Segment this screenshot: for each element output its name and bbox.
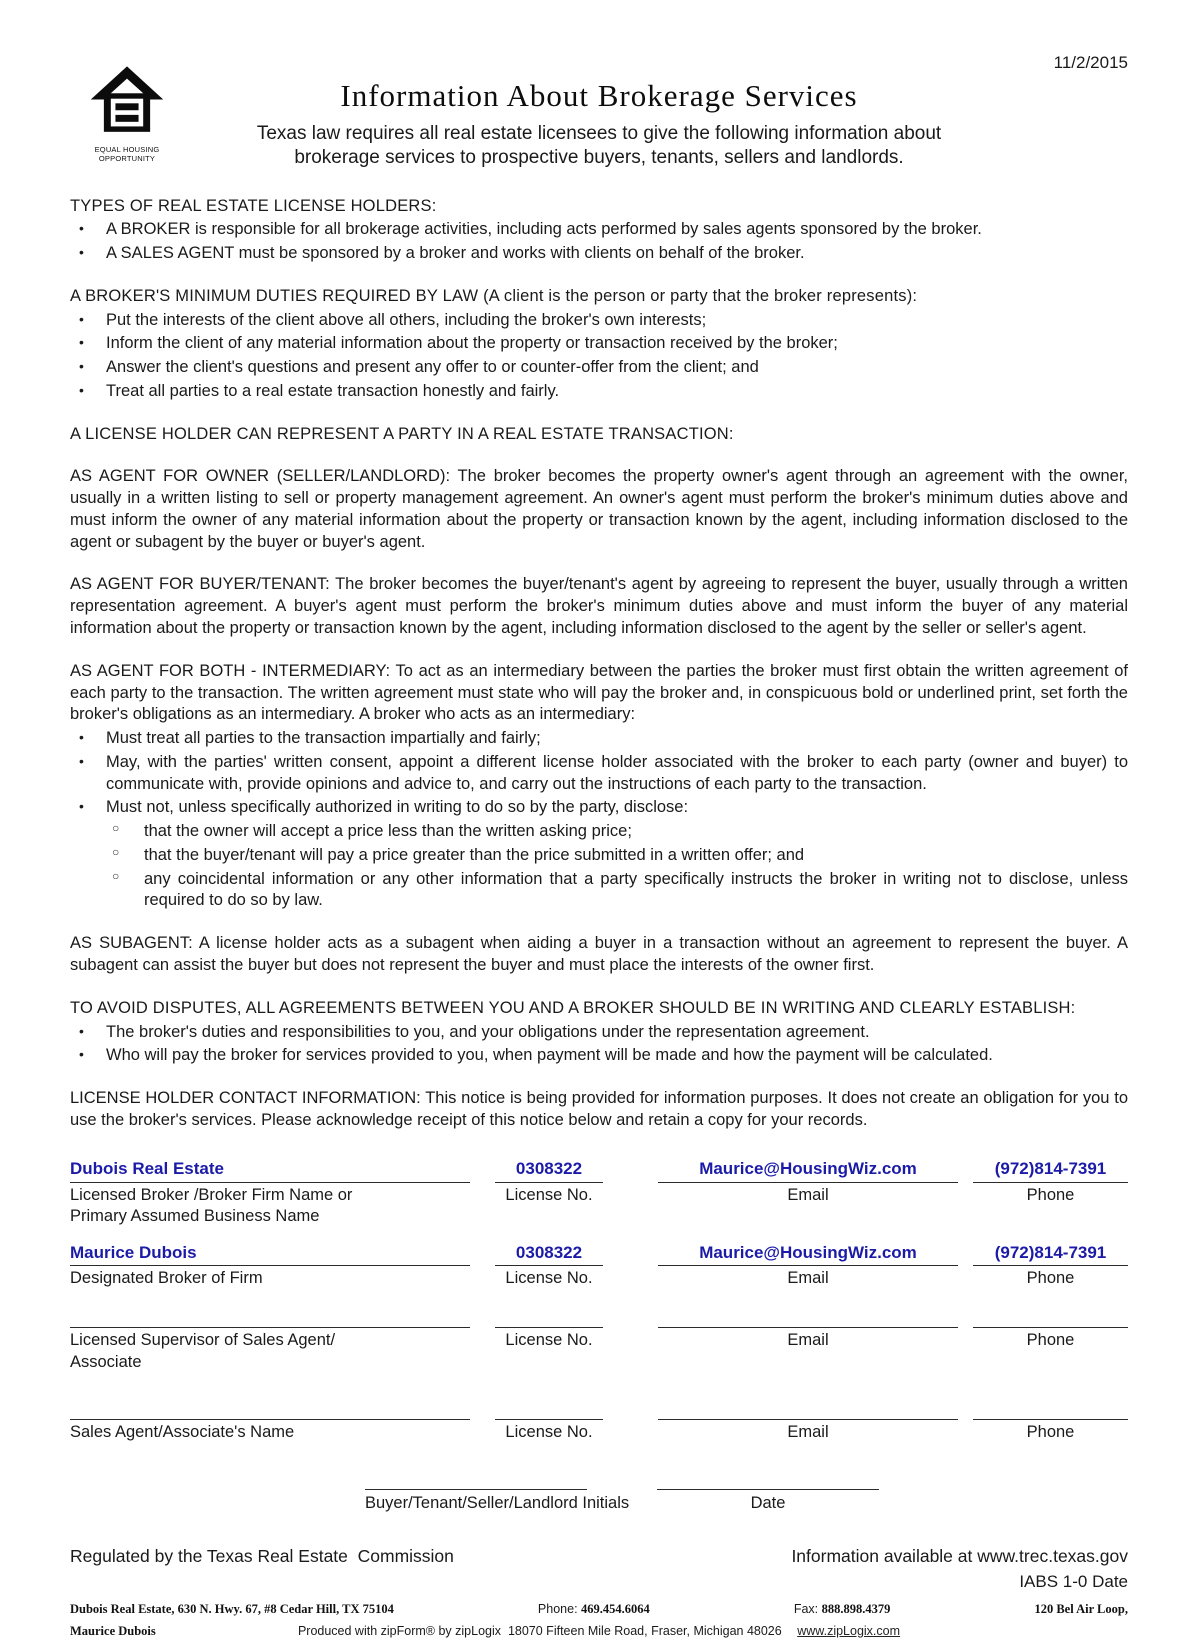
- designated-broker-email-value: Maurice@HousingWiz.com: [699, 1242, 917, 1262]
- fax-number: 888.898.4379: [821, 1602, 891, 1617]
- phone-column-label: Phone: [1026, 1330, 1075, 1349]
- footer-produced-row: [70, 1623, 1128, 1639]
- phone-column-label: Phone: [1026, 1423, 1075, 1442]
- disputes-heading: TO AVOID DISPUTES, ALL AGREEMENTS BETWEEN YOU AND A BROKER SHOULD BE IN WRITING AND CLEARLY ESTABLISH:: [70, 998, 1076, 1017]
- license-no-column-label: License No.: [505, 1269, 593, 1288]
- date-label: Date: [750, 1494, 786, 1513]
- section-types: [70, 196, 1128, 265]
- fax-label: Fax:: [793, 1602, 822, 1617]
- form-code: IABS 1-0 Date: [1019, 1572, 1128, 1592]
- list-item: [70, 381, 1128, 403]
- ziplogix-link[interactable]: www.zipLogix.com: [797, 1623, 901, 1638]
- duties-bullet-2: Inform the client of any material information about the property or transaction received by the broker;: [106, 334, 838, 353]
- duties-heading: A BROKER'S MINIMUM DUTIES REQUIRED BY LAW (A client is the person or party that the broker represents):: [70, 286, 918, 305]
- list-item: [70, 1022, 1128, 1044]
- intermediary-sub-bullet-1: that the owner will accept a price less than the written asking price;: [144, 822, 632, 841]
- list-item: [70, 357, 1128, 379]
- section-disputes: [70, 998, 1128, 1067]
- table-row: [70, 1395, 1128, 1444]
- circle-bullet-icon: ○: [112, 821, 120, 836]
- contact-info-paragraph: LICENSE HOLDER CONTACT INFORMATION: This notice is being provided for information purposes. It does not create an obligation for you to use the broker's services. Please acknowledge receipt of this notice below and retain a copy for your records.: [70, 1089, 1128, 1129]
- section-duties: [70, 286, 1128, 403]
- page-subtitle-line1: Texas law requires all real estate licensees to give the following information about: [256, 122, 942, 144]
- intermediary-sub-bullet-3: any coincidental information or any other information that a party specifically instructs the broker in writing not to disclose, unless required to do so by law.: [144, 869, 1128, 910]
- signature-area: [365, 1468, 1128, 1515]
- types-bullet-1: A BROKER is responsible for all brokerage activities, including acts performed by sales agents sponsored by the broker.: [106, 220, 982, 239]
- broker-firm-phone-value: (972)814-7391: [994, 1159, 1107, 1179]
- bullet-icon: •: [79, 1022, 84, 1039]
- intermediary-bullet-1: Must treat all parties to the transaction impartially and fairly;: [106, 729, 541, 748]
- duties-bullet-4: Treat all parties to a real estate transaction honestly and fairly.: [106, 381, 560, 400]
- list-item: [70, 1045, 1128, 1067]
- phone-column-label: Phone: [1026, 1269, 1075, 1288]
- equal-housing-caption-line1: EQUAL HOUSING: [94, 144, 160, 154]
- date-signature-line[interactable]: [657, 1468, 879, 1490]
- list-item: [70, 752, 1128, 796]
- regulated-by-text: Regulated by the Texas Real Estate Commission: [70, 1545, 454, 1566]
- list-item: [70, 333, 1128, 355]
- broker-firm-name-value: Dubois Real Estate: [70, 1159, 224, 1179]
- designated-broker-license-value: 0308322: [515, 1242, 583, 1262]
- bullet-icon: •: [79, 729, 84, 746]
- bullet-icon: •: [79, 752, 84, 769]
- equal-housing-caption-line2: OPPORTUNITY: [98, 154, 156, 164]
- table-row: [70, 1158, 1128, 1229]
- circle-bullet-icon: ○: [112, 844, 120, 859]
- equal-housing-house-icon: [88, 64, 166, 138]
- duties-bullet-3: Answer the client's questions and present any offer to or counter-offer from the client; and: [106, 358, 759, 377]
- list-item: [70, 821, 1128, 843]
- list-item: [70, 797, 1128, 819]
- designated-broker-name-value: Maurice Dubois: [70, 1242, 197, 1262]
- email-column-label: Email: [787, 1330, 829, 1349]
- phone-column-label: Phone: [1026, 1185, 1075, 1204]
- email-column-label: Email: [787, 1269, 829, 1288]
- info-available-text: Information available at www.trec.texas.gov: [791, 1545, 1128, 1566]
- table-row: [70, 1241, 1128, 1290]
- email-column-label: Email: [787, 1423, 829, 1442]
- phone-label: Phone:: [537, 1602, 582, 1617]
- bullet-icon: •: [79, 798, 84, 815]
- bullet-icon: •: [79, 381, 84, 398]
- contact-table: [70, 1158, 1128, 1445]
- list-item: [70, 728, 1128, 750]
- disputes-bullet-1: The broker's duties and responsibilities to you, and your obligations under the representation agreement.: [106, 1022, 870, 1041]
- property-address-text: 120 Bel Air Loop,: [1034, 1602, 1128, 1617]
- license-no-column-label: License No.: [505, 1330, 593, 1349]
- email-column-label: Email: [787, 1185, 829, 1204]
- initials-signature-line[interactable]: [365, 1468, 587, 1490]
- subagent-paragraph: AS SUBAGENT: A license holder acts as a subagent when aiding a buyer in a transaction without an agreement to represent the buyer. A subagent can assist the buyer but does not represent the buyer and must place the interests of the owner first.: [70, 934, 1128, 974]
- list-item: [70, 869, 1128, 913]
- bullet-icon: •: [79, 220, 84, 237]
- initials-field: [365, 1468, 657, 1515]
- broker-firm-row-label: Licensed Broker /Broker Firm Name or Primary Assumed Business Name: [70, 1185, 353, 1226]
- license-no-column-label: License No.: [505, 1185, 593, 1204]
- bullet-icon: •: [79, 1046, 84, 1063]
- types-heading: TYPES OF REAL ESTATE LICENSE HOLDERS:: [70, 196, 437, 215]
- list-item: [70, 219, 1128, 241]
- list-item: [70, 845, 1128, 867]
- produced-by-text: Produced with zipForm® by zipLogix 18070 Fifteen Mile Road, Fraser, Michigan 48026: [297, 1623, 782, 1638]
- document-date: 11/2/2015: [1053, 53, 1128, 72]
- office-phone: [538, 1601, 650, 1618]
- agent-buyer-paragraph: AS AGENT FOR BUYER/TENANT: The broker becomes the buyer/tenant's agent by agreeing to represent the buyer, usually through a written representation agreement. A buyer's agent must perform the broker's minimum duties above and must inform the buyer of any material information about the property or transaction known by the agent, including information disclosed to the agent by the seller or seller's agent.: [70, 575, 1128, 638]
- agent-owner-paragraph: AS AGENT FOR OWNER (SELLER/LANDLORD): The broker becomes the property owner's agent through an agreement with the owner, usually in a written listing to sell or property management agreement. An owner's agent must perform the broker's minimum duties above and must inform the owner of any material information about the property or transaction known by the agent, including information disclosed to the agent or subagent by the buyer or buyer's agent.: [70, 467, 1128, 551]
- document-body: [0, 196, 1198, 1639]
- bullet-icon: •: [79, 310, 84, 327]
- date-field: [657, 1468, 879, 1515]
- supervisor-row-label: Licensed Supervisor of Sales Agent/ Associate: [70, 1330, 336, 1371]
- broker-firm-email-value: Maurice@HousingWiz.com: [699, 1159, 917, 1179]
- designated-broker-phone-value: (972)814-7391: [994, 1242, 1107, 1262]
- section-intermediary: [70, 661, 1128, 912]
- equal-housing-logo: [84, 64, 170, 164]
- office-fax: [794, 1601, 891, 1618]
- duties-bullet-1: Put the interests of the client above all others, including the broker's own interests;: [106, 310, 707, 329]
- agent-name-text: Maurice Dubois: [70, 1623, 156, 1638]
- intermediary-bullet-3: Must not, unless specifically authorized in writing to do so by the party, disclose:: [106, 798, 689, 817]
- bullet-icon: •: [79, 334, 84, 351]
- intermediary-paragraph: AS AGENT FOR BOTH - INTERMEDIARY: To act as an intermediary between the parties the broker must first obtain the written agreement of each party to the transaction. The written agreement must state who will pay the broker and, in conspicuous bold or underlined print, set forth the broker's obligations as an intermediary. A broker who acts as an intermediary:: [70, 661, 1128, 724]
- page-title: Information About Brokerage Services: [340, 78, 858, 113]
- intermediary-bullet-2: May, with the parties' written consent, appoint a different license holder associated with the broker to each party (owner and buyer) to communicate with, provide opinions and advice to, and carry out the instructions of each party to the transaction.: [106, 752, 1128, 793]
- bullet-icon: •: [79, 244, 84, 261]
- page-subtitle-line2: brokerage services to prospective buyers, tenants, sellers and landlords.: [294, 147, 904, 169]
- bullet-icon: •: [79, 358, 84, 375]
- table-row: [70, 1303, 1128, 1374]
- designated-broker-row-label: Designated Broker of Firm: [70, 1269, 263, 1288]
- initials-label: Buyer/Tenant/Seller/Landlord Initials: [365, 1494, 630, 1513]
- list-item: [70, 310, 1128, 332]
- disputes-bullet-2: Who will pay the broker for services provided to you, when payment will be made and how the payment will be calculated.: [106, 1046, 993, 1065]
- types-bullet-2: A SALES AGENT must be sponsored by a broker and works with clients on behalf of the broker.: [106, 244, 805, 263]
- footer-regulated-row: [70, 1545, 1128, 1568]
- footer-office-row: [70, 1601, 1128, 1618]
- broker-firm-license-value: 0308322: [515, 1159, 583, 1179]
- phone-number: 469.454.6064: [581, 1602, 650, 1617]
- intermediary-sub-bullet-2: that the buyer/tenant will pay a price greater than the price submitted in a written offer; and: [144, 845, 805, 864]
- represent-heading: A LICENSE HOLDER CAN REPRESENT A PARTY IN A REAL ESTATE TRANSACTION:: [70, 424, 734, 443]
- circle-bullet-icon: ○: [112, 868, 120, 883]
- list-item: [70, 243, 1128, 265]
- license-no-column-label: License No.: [505, 1423, 593, 1442]
- office-address-text: Dubois Real Estate, 630 N. Hwy. 67, #8 Cedar Hill, TX 75104: [70, 1602, 394, 1617]
- sales-agent-row-label: Sales Agent/Associate's Name: [70, 1423, 295, 1442]
